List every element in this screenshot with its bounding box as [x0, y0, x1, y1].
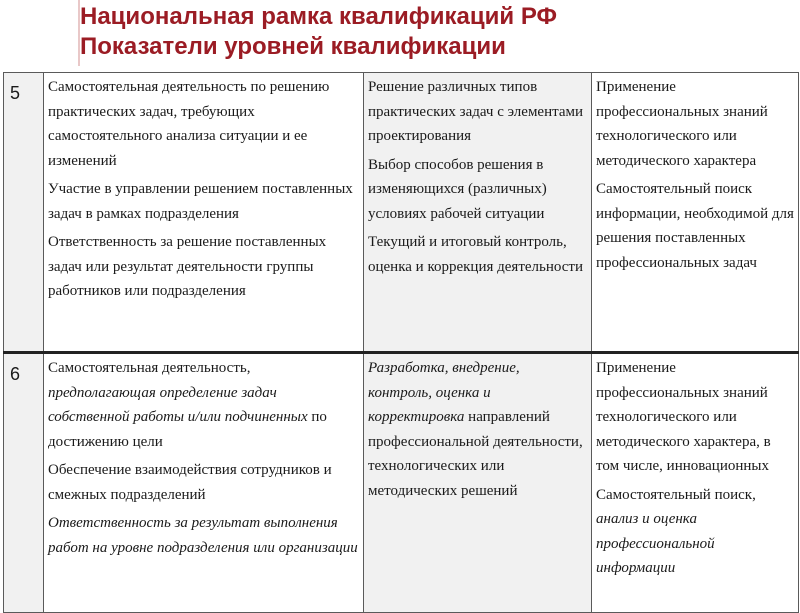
- qualification-table: [3, 72, 799, 613]
- text-segment: Разработка, внедрение, контроль, оценка и корректировка: [368, 360, 520, 425]
- text-segment: Решение различных типов практических задач с элементами проектирования: [368, 79, 584, 144]
- authority-cell: [44, 73, 364, 353]
- cell-paragraph: [48, 356, 359, 454]
- slide-title-line-2: Показатели уровней квалификации: [80, 33, 506, 60]
- level-row: [4, 353, 799, 613]
- text-segment: Ответственность за результат выполнения работ на уровне подразделения или организации: [48, 515, 358, 556]
- cell-paragraph: [368, 153, 587, 227]
- knowledge-cell: [592, 353, 799, 613]
- authority-cell: [44, 353, 364, 613]
- text-segment: Обеспечение взаимодействия сотрудников и смежных подразделений: [48, 462, 332, 503]
- knowledge-cell: [592, 73, 799, 353]
- cell-paragraph: [596, 177, 794, 275]
- text-segment: Выбор способов решения в изменяющихся (различных) условиях рабочей ситуации: [368, 156, 547, 222]
- text-segment: направлений профессиональной деятельности, технологических или методических решений: [368, 409, 583, 499]
- text-segment: Текущий и итоговый контроль, оценка и коррекция деятельности: [368, 234, 584, 275]
- slide-title: [80, 2, 557, 62]
- cell-paragraph: [48, 177, 359, 226]
- slide-title-line-1: Национальная рамка квалификаций РФ: [80, 3, 558, 30]
- cell-paragraph: [368, 75, 587, 149]
- text-segment: предполагающая определение задач собственной работы и/или подчиненных: [48, 384, 308, 425]
- cell-paragraph: [48, 511, 359, 560]
- qualification-table-body: [4, 73, 799, 613]
- cell-paragraph: [48, 458, 359, 507]
- cell-paragraph: [48, 75, 359, 173]
- text-segment: Ответственность за решение поставленных задач или результат деятельности группы работников или подразделения: [48, 234, 327, 299]
- level-number: 5: [4, 73, 44, 353]
- cell-paragraph: [368, 356, 587, 503]
- skills-cell: [364, 73, 592, 353]
- cell-paragraph: [596, 75, 794, 173]
- text-segment: Применение профессиональных знаний технологического или методического характера: [596, 79, 768, 169]
- text-segment: Применение профессиональных знаний технологического или методического характера, в том числе, инновационных: [596, 360, 771, 474]
- text-segment: Самостоятельный поиск информации, необходимой для решения поставленных профессиональных задач: [596, 181, 794, 271]
- level-number: 6: [4, 353, 44, 613]
- text-segment: по достижению цели: [48, 409, 327, 450]
- skills-cell: [364, 353, 592, 613]
- level-row: [4, 73, 799, 353]
- cell-paragraph: [596, 483, 794, 581]
- text-segment: Самостоятельная деятельность по решению практических задач, требующих самостоятельного анализа ситуации и ее изменений: [48, 79, 330, 169]
- cell-paragraph: [368, 230, 587, 279]
- cell-paragraph: [596, 356, 794, 479]
- text-segment: анализ и оценка профессиональной информации: [596, 511, 715, 576]
- text-segment: Самостоятельная деятельность,: [48, 360, 251, 376]
- text-segment: Участие в управлении решением поставленных задач в рамках подразделения: [48, 181, 353, 222]
- text-segment: Самостоятельный поиск,: [596, 486, 756, 503]
- cell-paragraph: [48, 230, 359, 304]
